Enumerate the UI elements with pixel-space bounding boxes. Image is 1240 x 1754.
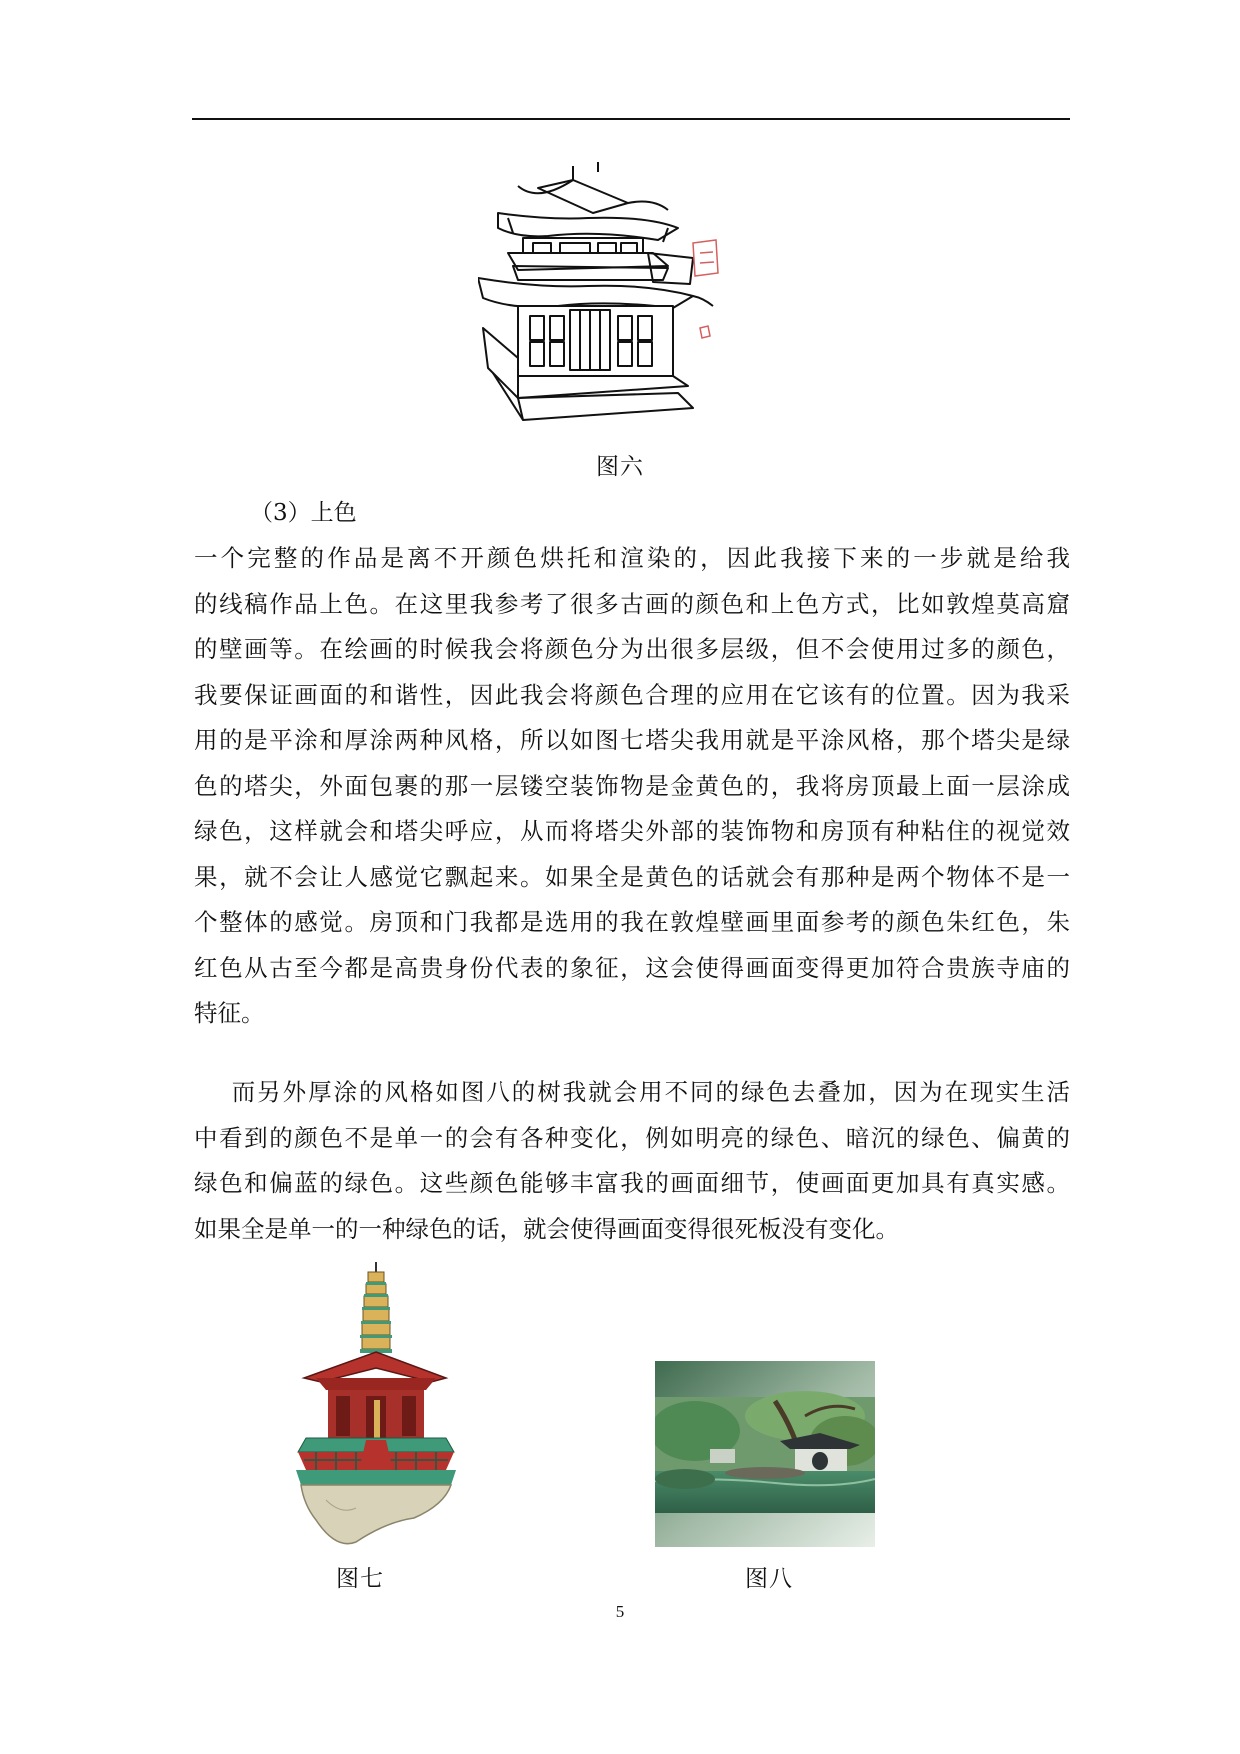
figure-7-caption: 图七 (336, 1566, 384, 1592)
paragraph-1-line: 色的塔尖，外面包裹的那一层镂空装饰物是金黄色的，我将房顶最上面一层涂成 (194, 771, 1070, 800)
figure-6-line-drawing (478, 158, 738, 430)
paragraph-1-line: 的线稿作品上色。在这里我参考了很多古画的颜色和上色方式，比如敦煌莫高窟 (194, 589, 1070, 618)
paragraph-1-line: 红色从古至今都是高贵身份代表的象征，这会使得画面变得更加符合贵族寺庙的 (194, 953, 1070, 982)
paragraph-1-line: 果，就不会让人感觉它飘起来。如果全是黄色的话就会有那种是两个物体不是一 (194, 862, 1070, 891)
paragraph-1-line: 一个完整的作品是离不开颜色烘托和渲染的，因此我接下来的一步就是给我 (194, 544, 1070, 572)
figure-7-colored-pagoda (296, 1260, 456, 1550)
paragraph-1-line: 的壁画等。在绘画的时候我会将颜色分为出很多层级，但不会使用过多的颜色， (194, 635, 1070, 663)
paragraph-2-line: 如果全是单一的一种绿色的话，就会使得画面变得很死板没有变化。 (194, 1214, 899, 1243)
figure-6-caption: 图六 (596, 454, 644, 480)
figure-8-garden-painting (655, 1361, 875, 1547)
paragraph-2-line: 中看到的颜色不是单一的会有各种变化，例如明亮的绿色、暗沉的绿色、偏黄的 (194, 1123, 1070, 1152)
paragraph-1-line: 绿色，这样就会和塔尖呼应，从而将塔尖外部的装饰物和房顶有种粘住的视觉效 (194, 817, 1070, 845)
section-heading: （3）上色 (250, 500, 357, 526)
paragraph-2 (194, 1070, 1070, 1252)
paragraph-1-line: 用的是平涂和厚涂两种风格，所以如图七塔尖我用就是平涂风格，那个塔尖是绿 (194, 726, 1070, 754)
figure-8-caption: 图八 (745, 1566, 793, 1592)
paragraph-1 (194, 536, 1070, 1037)
paragraph-2-line: 而另外厚涂的风格如图八的树我就会用不同的绿色去叠加，因为在现实生活 (194, 1078, 1070, 1106)
header-rule (192, 118, 1070, 120)
paragraph-1-line: 个整体的感觉。房顶和门我都是选用的我在敦煌壁画里面参考的颜色朱红色，朱 (194, 908, 1070, 936)
paragraph-1-line: 我要保证画面的和谐性，因此我会将颜色合理的应用在它该有的位置。因为我采 (194, 680, 1070, 709)
paragraph-2-line: 绿色和偏蓝的绿色。这些颜色能够丰富我的画面细节，使画面更加具有真实感。 (194, 1169, 1070, 1197)
page-number: 5 (615, 1602, 625, 1621)
paragraph-1-line: 特征。 (194, 999, 265, 1027)
